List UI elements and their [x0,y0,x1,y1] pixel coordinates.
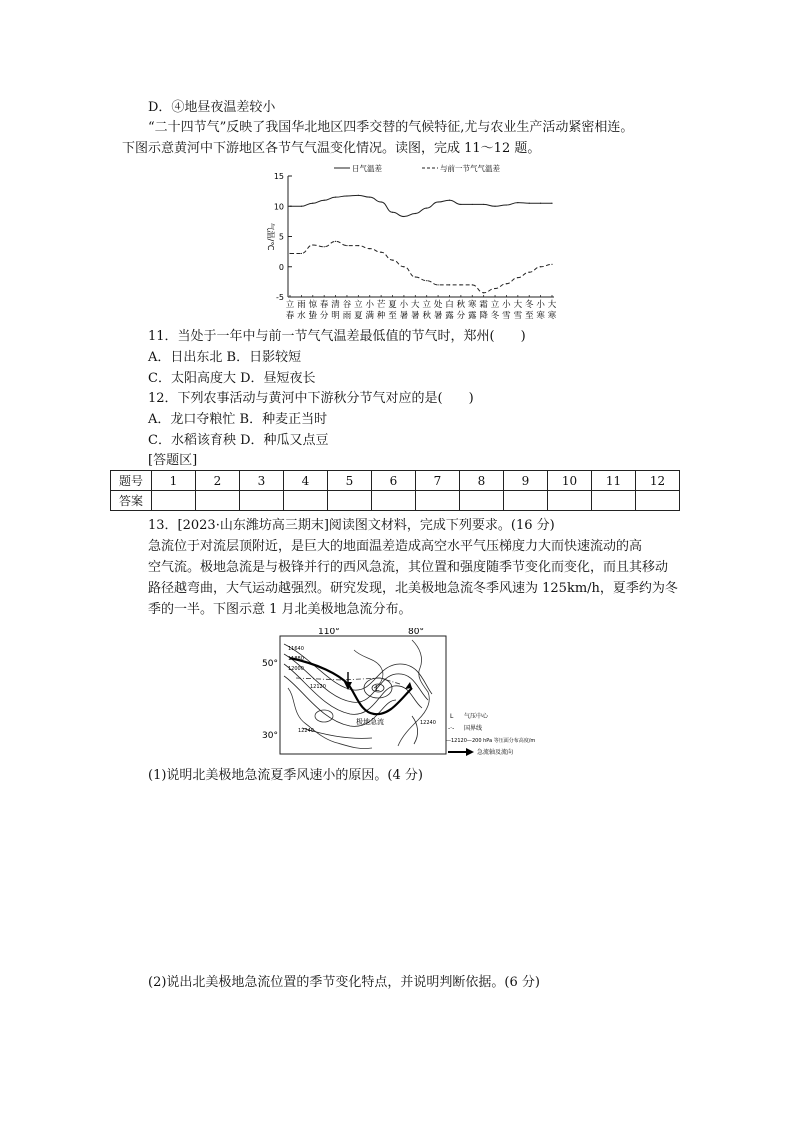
table-cell: 10 [548,471,592,491]
x-tick-label: 大 [513,300,523,310]
x-tick-label: 至 [388,311,397,321]
row-label-answer: 答案 [111,491,152,511]
table-cell: 1 [152,471,196,491]
data-point [449,200,450,201]
question-12: 12．下列农事活动与黄河中下游秋分节气对应的是( ) [148,391,474,406]
x-tick-label: 至 [524,311,534,321]
jet-stream-map [262,628,562,756]
data-point [369,197,370,198]
temperature-chart [258,162,568,322]
x-tick-label: 分 [456,311,466,321]
sub-question-1: (1)说明北美极地急流夏季风速小的原因。(4 分) [148,768,423,783]
answer-cell[interactable] [460,491,504,511]
legend-jet-arrowhead-icon [466,748,474,756]
q12-options-ab: A．龙口夺粮忙 B．种麦正当时 [148,412,328,427]
table-cell: 12 [636,471,680,491]
x-tick-label: 小 [502,300,511,310]
low-pressure-label: L [375,684,380,693]
q11-options-ab: A．日出东北 B．日影较短 [148,350,302,365]
table-cell: 5 [328,471,372,491]
answer-table [110,470,680,511]
sub-question-2: (2)说出北美极地急流位置的季节变化特点，并说明判断依据。(6 分) [148,975,540,990]
answer-table-answer-row [111,491,680,511]
data-point [483,204,484,205]
table-cell: 4 [284,471,328,491]
data-point [472,284,473,285]
x-tick-label: 霜 [479,300,488,310]
data-point [494,206,495,207]
x-tick-label: 明 [331,311,340,321]
table-cell: 3 [240,471,284,491]
x-tick-label: 雪 [502,311,511,321]
data-point [312,244,313,245]
x-tick-label: 露 [445,311,454,321]
answer-cell[interactable] [416,491,460,511]
data-point [540,266,541,267]
intro-text-1: “二十四节气”反映了我国华北地区四季交替的气候特征,尤与农业生产活动紧密相连。 [148,120,634,135]
x-tick-label: 雨 [297,300,306,310]
data-point [415,276,416,277]
jet-stream-label: 极地急流 [356,718,384,726]
material-paragraph-2: 空气流。极地急流是与极锋并行的西风急流，其位置和强度随季节变化而变化，而且其移动 [148,560,669,575]
x-tick-label: 春 [319,300,329,310]
y-axis-label: 气温/℃ [266,222,275,251]
data-point [517,277,518,278]
lat-label-50: 50° [262,659,278,669]
legend-text-isoline: 200 hPa 等压面分布高度/m [472,738,536,744]
isoline-label: 12240 [420,720,436,726]
x-tick-label: 小 [399,300,409,310]
x-tick-label: 露 [468,311,477,321]
series-line-daily-range [290,195,552,216]
answer-cell[interactable] [240,491,284,511]
x-tick-label: 分 [319,311,329,321]
legend-symbol-isoline: —12120— [446,738,472,744]
y-tick-label: 10 [273,202,284,212]
answer-table-number-row [111,471,680,491]
x-tick-label: 蛰 [308,311,318,321]
table-cell: 8 [460,471,504,491]
data-point [540,203,541,204]
data-point [392,259,393,260]
x-tick-label: 惊 [308,300,318,310]
x-tick-label: 水 [297,311,306,321]
y-tick-label: 15 [273,172,284,181]
material-paragraph-4: 季的一半。下图示意 1 月北美极地急流分布。 [148,602,412,617]
table-cell: 9 [504,471,548,491]
x-tick-label: 暑 [433,311,443,321]
isoline-label: 11880 [288,656,304,662]
option-d: D．④地昼夜温差较小 [148,100,276,115]
data-point [529,272,530,273]
data-point [517,202,518,203]
x-tick-label: 白 [445,300,454,310]
x-tick-label: 芒 [376,300,386,310]
table-cell: 2 [196,471,240,491]
material-paragraph-1: 急流位于对流层顶附近，是巨大的地面温差造成高空水平气压梯度力大而快速流动的高 [148,539,643,554]
data-point [426,280,427,281]
data-point [335,241,336,242]
x-tick-label: 立 [354,300,363,310]
x-tick-label: 小 [536,300,545,310]
data-point [449,284,450,285]
data-point [346,195,347,196]
material-paragraph-3: 路径越弯曲，大气运动越强烈。研究发现，北美极地急流冬季风速为 125km/h，夏季约为冬 [148,581,678,596]
x-tick-label: 雪 [513,311,523,321]
data-point [324,246,325,247]
question-11: 11．当处于一年中与前一节气气温差最低值的节气时，郑州( ) [148,329,526,344]
x-tick-label: 夏 [388,300,397,310]
x-tick-label: 秋 [422,311,431,321]
data-point [506,283,507,284]
answer-cell[interactable] [592,491,636,511]
x-tick-label: 清 [331,300,340,310]
legend-symbol-border: -·- [448,725,455,732]
data-point [289,253,290,254]
data-point [358,195,359,196]
x-tick-label: 降 [479,311,488,321]
answer-cell[interactable] [284,491,328,511]
data-point [494,288,495,289]
x-tick-label: 谷 [342,300,352,310]
isoline-label: 12120 [310,684,326,690]
x-tick-label: 秋 [456,300,466,310]
x-tick-label: 种 [376,311,386,321]
data-point [301,206,302,207]
data-point [403,216,404,217]
data-point [335,197,336,198]
answer-cell[interactable] [328,491,372,511]
y-tick-label: 5 [278,232,284,242]
x-tick-label: 小 [365,300,374,310]
lon-label-80: 80° [408,628,424,637]
x-tick-label: 寒 [468,300,477,310]
table-cell: 11 [592,471,636,491]
data-point [506,204,507,205]
x-tick-label: 寒 [536,311,545,321]
data-point [437,201,438,202]
data-point [301,253,302,254]
x-tick-label: 夏 [354,311,363,321]
isoline-label: 12240 [298,728,314,734]
data-point [392,212,393,213]
x-tick-label: 雨 [342,311,352,321]
legend-label: 日气温差 [352,164,382,173]
x-tick-label: 暑 [411,311,420,321]
x-tick-label: 立 [422,300,431,310]
data-point [324,200,325,201]
data-point [358,245,359,246]
data-point [381,252,382,253]
x-tick-label: 春 [285,311,295,321]
data-point [415,213,416,214]
data-point [483,292,484,293]
answer-cell[interactable] [196,491,240,511]
legend-text-center: 气压中心 [464,713,489,720]
x-tick-label: 处 [433,300,443,310]
data-point [381,201,382,202]
x-tick-label: 满 [365,311,374,321]
data-point [289,206,290,207]
legend-label: 与前一节气气温差 [440,164,500,173]
isoline-label: 12000 [288,666,304,672]
table-cell: 6 [372,471,416,491]
question-13-title: 13．[2023·山东潍坊高三期末]阅读图文材料，完成下列要求。(16 分) [148,518,555,533]
x-tick-label: 寒 [547,311,557,321]
legend-text-border: 国界线 [464,725,483,732]
x-tick-label: 大 [547,300,557,310]
answer-zone-label: [答题区] [148,453,198,468]
intro-text-2: 下图示意黄河中下游地区各节气气温变化情况。读图，完成 11～12 题。 [122,141,541,156]
data-point [460,204,461,205]
data-point [460,284,461,285]
data-point [369,248,370,249]
data-point [403,266,404,267]
data-point [529,203,530,204]
answer-cell[interactable] [504,491,548,511]
x-tick-label: 立 [285,300,295,310]
data-point [472,204,473,205]
y-tick-label: -5 [276,293,284,302]
data-point [551,264,552,265]
answer-cell[interactable] [372,491,416,511]
data-point [346,245,347,246]
legend-symbol-center: L [450,713,454,720]
data-point [426,207,427,208]
isoline-label: 11640 [288,646,304,652]
x-tick-label: 暑 [399,311,409,321]
data-point [551,203,552,204]
x-tick-label: 立 [490,300,500,310]
lat-label-30: 30° [262,731,278,741]
q12-options-cd: C．水稻该育秧 D．种瓜又点豆 [148,433,329,448]
answer-cell[interactable] [152,491,196,511]
y-tick-label: 0 [278,262,284,272]
legend-text-jet: 急流轴及流向 [477,749,514,756]
x-tick-label: 大 [411,300,420,310]
answer-cell[interactable] [636,491,680,511]
data-point [312,203,313,204]
x-tick-label: 冬 [490,311,500,321]
q11-options-cd: C．太阳高度大 D．昼短夜长 [148,371,316,386]
row-label-number: 题号 [111,471,152,491]
answer-cell[interactable] [548,491,592,511]
table-cell: 7 [416,471,460,491]
lon-label-110: 110° [318,628,340,637]
x-tick-label: 冬 [524,300,534,310]
series-line-vs-previous [290,241,552,292]
data-point [437,284,438,285]
